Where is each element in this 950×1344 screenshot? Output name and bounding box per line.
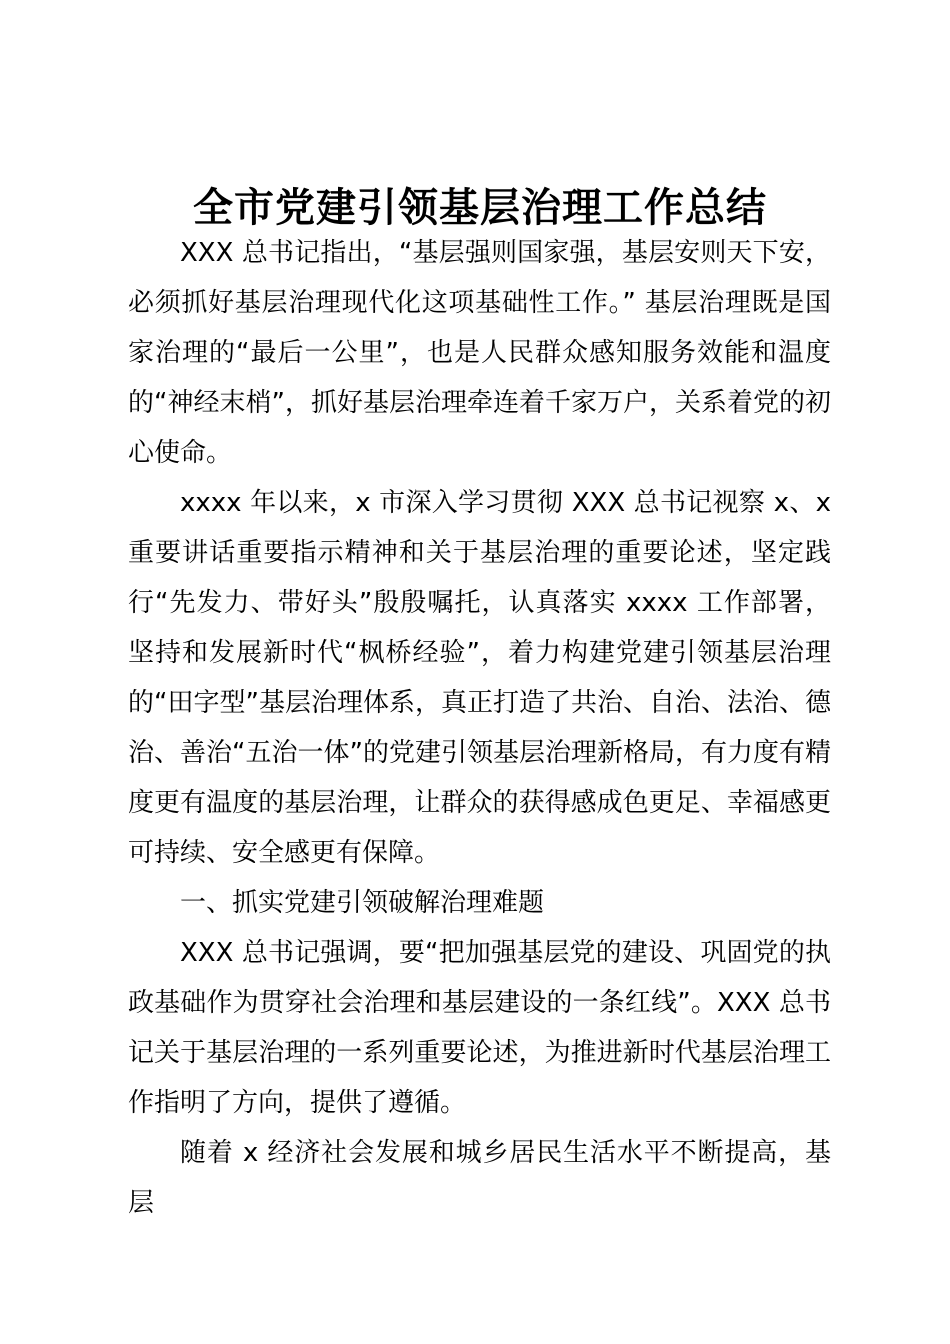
paragraph-section-2: 随着 x 经济社会发展和城乡居民生活水平不断提高，基层 [128, 1138, 831, 1218]
paragraph-overview: xxxx 年以来，x 市深入学习贯彻 XXX 总书记视察 x、x 重要讲话重要指示精神和关于基层治理的重要论述，坚定践行“先发力、带好头”殷殷嘱托，认真落实 xxxx 工作部署，坚持和发展新时代“枫桥经验”，着力构建党建引领基层治理的“田字型”基层治理体系，真正打造了共治、自治、法治、德治、善治“五治一体”的党建引领基层治理新格局，有力度有精度更有温度的基层治理，让群众的获得感成色更足、幸福感更可持续、安全感更有保障。 [128, 488, 831, 868]
document-body [128, 228, 831, 1228]
paragraph-section-1: XXX 总书记强调，要“把加强基层党的建设、巩固党的执政基础作为贯穿社会治理和基层建设的一条红线”。XXX 总书记关于基层治理的一系列重要论述，为推进新时代基层治理工作指明了方向，提供了遵循。 [128, 938, 831, 1118]
paragraph-intro: XXX 总书记指出，“基层强则国家强，基层安则天下安，必须抓好基层治理现代化这项基础性工作。” 基层治理既是国家治理的“最后一公里”，也是人民群众感知服务效能和温度的“神经末梢”，抓好基层治理牵连着千家万户，关系着党的初心使命。 [128, 238, 831, 468]
document-title: 全市党建引领基层治理工作总结 [193, 184, 767, 231]
section-heading: 一、抓实党建引领破解治理难题 [180, 888, 545, 918]
